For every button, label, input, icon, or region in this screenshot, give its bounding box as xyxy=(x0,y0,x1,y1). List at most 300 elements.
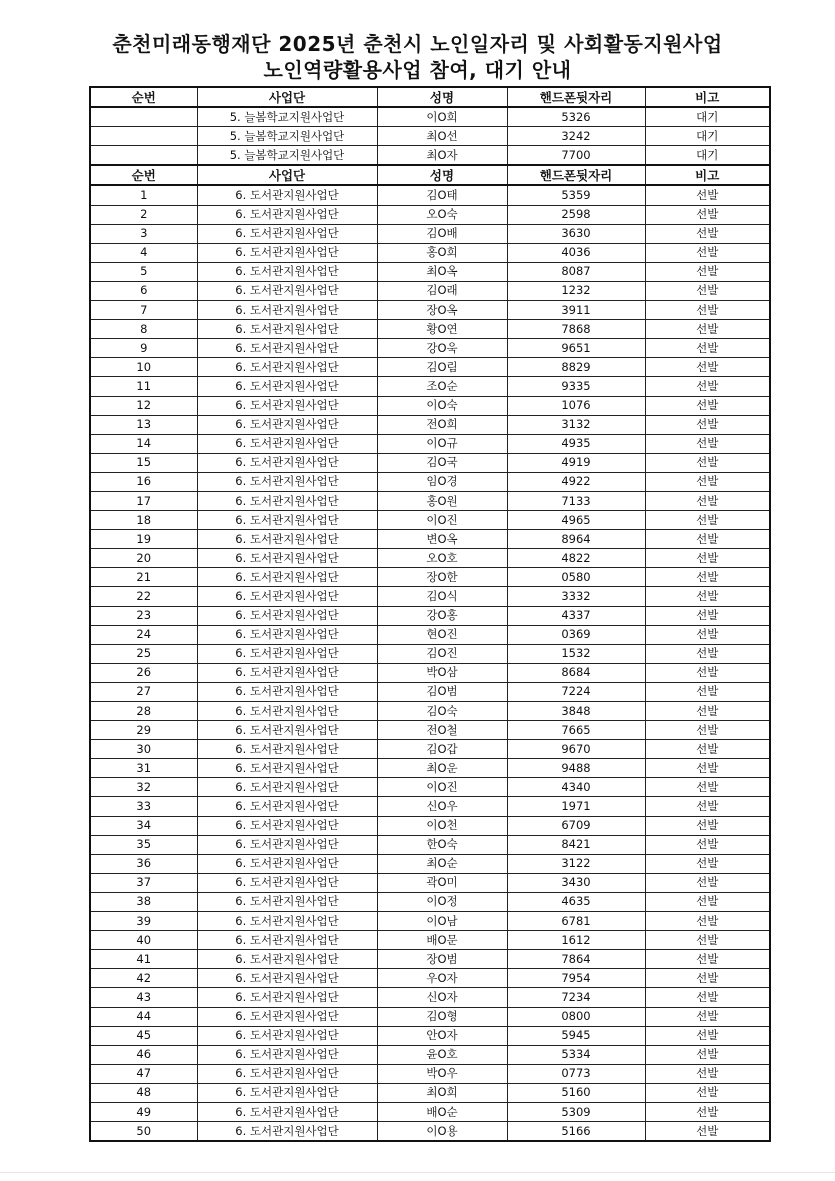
cell-phone-last-digits: 3430 xyxy=(507,873,645,892)
table-row xyxy=(90,453,770,472)
cell-remarks: 선발 xyxy=(645,854,770,873)
table-row xyxy=(90,301,770,320)
cell-program: 6. 도서관지원사업단 xyxy=(197,339,377,358)
cell-program: 6. 도서관지원사업단 xyxy=(197,854,377,873)
table-row xyxy=(90,587,770,606)
cell-name: 전O철 xyxy=(377,721,507,740)
table-row xyxy=(90,892,770,911)
cell-number: 37 xyxy=(90,873,197,892)
cell-name: 신O자 xyxy=(377,988,507,1007)
cell-program: 6. 도서관지원사업단 xyxy=(197,912,377,931)
cell-number: 41 xyxy=(90,950,197,969)
cell-number: 32 xyxy=(90,778,197,797)
cell-program: 6. 도서관지원사업단 xyxy=(197,243,377,262)
cell-phone-last-digits: 3132 xyxy=(507,415,645,434)
cell-name: 김O래 xyxy=(377,281,507,300)
table-row xyxy=(90,1122,770,1142)
cell-number: 34 xyxy=(90,816,197,835)
cell-phone-last-digits: 2598 xyxy=(507,205,645,224)
table-row xyxy=(90,1102,770,1121)
cell-phone-last-digits: 6781 xyxy=(507,912,645,931)
cell-remarks: 선발 xyxy=(645,1007,770,1026)
cell-name: 임O경 xyxy=(377,472,507,491)
cell-phone-last-digits: 7700 xyxy=(507,146,645,166)
cell-number: 2 xyxy=(90,205,197,224)
cell-name: 김O진 xyxy=(377,644,507,663)
table-row xyxy=(90,606,770,625)
cell-number: 15 xyxy=(90,453,197,472)
cell-phone-last-digits: 9670 xyxy=(507,740,645,759)
table-row xyxy=(90,472,770,491)
cell-name: 배O순 xyxy=(377,1102,507,1121)
header-phone-last-digits: 핸드폰뒷자리 xyxy=(507,165,645,185)
cell-name: 이O숙 xyxy=(377,396,507,415)
table-row xyxy=(90,835,770,854)
cell-number: 7 xyxy=(90,301,197,320)
cell-name: 김O갑 xyxy=(377,740,507,759)
cell-remarks: 선발 xyxy=(645,1064,770,1083)
cell-name: 황O연 xyxy=(377,320,507,339)
cell-remarks: 선발 xyxy=(645,1026,770,1045)
cell-name: 장O범 xyxy=(377,950,507,969)
cell-name: 장O옥 xyxy=(377,301,507,320)
cell-remarks: 선발 xyxy=(645,320,770,339)
cell-program: 6. 도서관지원사업단 xyxy=(197,988,377,1007)
table-row xyxy=(90,262,770,281)
cell-remarks: 선발 xyxy=(645,453,770,472)
cell-remarks: 선발 xyxy=(645,988,770,1007)
cell-remarks: 선발 xyxy=(645,892,770,911)
cell-name: 강O홍 xyxy=(377,606,507,625)
cell-number: 17 xyxy=(90,491,197,510)
table-row xyxy=(90,854,770,873)
cell-number: 27 xyxy=(90,682,197,701)
cell-phone-last-digits: 5166 xyxy=(507,1122,645,1142)
cell-name: 최O옥 xyxy=(377,262,507,281)
cell-remarks: 선발 xyxy=(645,1122,770,1142)
cell-program: 6. 도서관지원사업단 xyxy=(197,549,377,568)
table-row xyxy=(90,146,770,166)
cell-phone-last-digits: 9335 xyxy=(507,377,645,396)
cell-program: 6. 도서관지원사업단 xyxy=(197,262,377,281)
cell-phone-last-digits: 9651 xyxy=(507,339,645,358)
cell-name: 김O태 xyxy=(377,185,507,205)
cell-number: 46 xyxy=(90,1045,197,1064)
cell-remarks: 선발 xyxy=(645,778,770,797)
cell-name: 이O용 xyxy=(377,1122,507,1142)
cell-remarks: 선발 xyxy=(645,663,770,682)
cell-program: 6. 도서관지원사업단 xyxy=(197,606,377,625)
table-row xyxy=(90,759,770,778)
cell-program: 6. 도서관지원사업단 xyxy=(197,587,377,606)
cell-phone-last-digits: 1532 xyxy=(507,644,645,663)
cell-program: 6. 도서관지원사업단 xyxy=(197,185,377,205)
cell-program: 6. 도서관지원사업단 xyxy=(197,1102,377,1121)
table-row xyxy=(90,127,770,146)
table-row xyxy=(90,625,770,644)
cell-remarks: 선발 xyxy=(645,625,770,644)
table-row xyxy=(90,797,770,816)
cell-remarks: 선발 xyxy=(645,816,770,835)
selected-section xyxy=(90,185,770,1141)
cell-number: 30 xyxy=(90,740,197,759)
cell-number: 44 xyxy=(90,1007,197,1026)
table-row xyxy=(90,644,770,663)
cell-phone-last-digits: 5334 xyxy=(507,1045,645,1064)
cell-number: 8 xyxy=(90,320,197,339)
cell-remarks: 선발 xyxy=(645,396,770,415)
cell-remarks: 선발 xyxy=(645,1045,770,1064)
cell-phone-last-digits: 7665 xyxy=(507,721,645,740)
table-row xyxy=(90,243,770,262)
table-row xyxy=(90,702,770,721)
table-row xyxy=(90,1064,770,1083)
cell-name: 김O형 xyxy=(377,1007,507,1026)
cell-phone-last-digits: 0800 xyxy=(507,1007,645,1026)
cell-number: 21 xyxy=(90,568,197,587)
table-row xyxy=(90,511,770,530)
header-name: 성명 xyxy=(377,165,507,185)
cell-phone-last-digits: 4922 xyxy=(507,472,645,491)
cell-phone-last-digits: 4340 xyxy=(507,778,645,797)
cell-program: 6. 도서관지원사업단 xyxy=(197,797,377,816)
cell-number: 24 xyxy=(90,625,197,644)
cell-program: 6. 도서관지원사업단 xyxy=(197,1122,377,1142)
cell-remarks: 선발 xyxy=(645,682,770,701)
cell-name: 전O희 xyxy=(377,415,507,434)
table-row xyxy=(90,778,770,797)
cell-phone-last-digits: 0773 xyxy=(507,1064,645,1083)
cell-remarks: 선발 xyxy=(645,759,770,778)
table-row xyxy=(90,205,770,224)
table-row xyxy=(90,1026,770,1045)
cell-remarks: 선발 xyxy=(645,606,770,625)
cell-number: 35 xyxy=(90,835,197,854)
cell-name: 이O진 xyxy=(377,778,507,797)
table-row xyxy=(90,358,770,377)
cell-remarks: 선발 xyxy=(645,205,770,224)
cell-number: 3 xyxy=(90,224,197,243)
page-bottom-edge xyxy=(0,1172,835,1173)
table-row xyxy=(90,281,770,300)
table-row xyxy=(90,530,770,549)
cell-phone-last-digits: 1612 xyxy=(507,931,645,950)
cell-program: 5. 늘봄학교지원사업단 xyxy=(197,146,377,166)
cell-program: 6. 도서관지원사업단 xyxy=(197,530,377,549)
cell-phone-last-digits: 3630 xyxy=(507,224,645,243)
cell-remarks: 선발 xyxy=(645,243,770,262)
header-number: 순번 xyxy=(90,165,197,185)
header-program: 사업단 xyxy=(197,87,377,107)
cell-name: 이O희 xyxy=(377,107,507,127)
cell-phone-last-digits: 3911 xyxy=(507,301,645,320)
cell-phone-last-digits: 3332 xyxy=(507,587,645,606)
cell-remarks: 선발 xyxy=(645,358,770,377)
cell-number: 13 xyxy=(90,415,197,434)
cell-phone-last-digits: 4036 xyxy=(507,243,645,262)
cell-number: 16 xyxy=(90,472,197,491)
cell-program: 6. 도서관지원사업단 xyxy=(197,320,377,339)
table-row xyxy=(90,339,770,358)
cell-phone-last-digits: 8421 xyxy=(507,835,645,854)
cell-program: 6. 도서관지원사업단 xyxy=(197,281,377,300)
cell-number: 36 xyxy=(90,854,197,873)
cell-name: 박O삼 xyxy=(377,663,507,682)
header-phone-last-digits: 핸드폰뒷자리 xyxy=(507,87,645,107)
cell-program: 6. 도서관지원사업단 xyxy=(197,205,377,224)
cell-remarks: 선발 xyxy=(645,185,770,205)
cell-program: 6. 도서관지원사업단 xyxy=(197,969,377,988)
cell-name: 박O우 xyxy=(377,1064,507,1083)
cell-program: 5. 늘봄학교지원사업단 xyxy=(197,107,377,127)
cell-program: 6. 도서관지원사업단 xyxy=(197,301,377,320)
cell-phone-last-digits: 1076 xyxy=(507,396,645,415)
cell-name: 최O운 xyxy=(377,759,507,778)
cell-name: 이O남 xyxy=(377,912,507,931)
cell-program: 6. 도서관지원사업단 xyxy=(197,816,377,835)
header-remarks: 비고 xyxy=(645,165,770,185)
cell-remarks: 선발 xyxy=(645,969,770,988)
cell-phone-last-digits: 7954 xyxy=(507,969,645,988)
cell-program: 6. 도서관지원사업단 xyxy=(197,568,377,587)
cell-phone-last-digits: 4822 xyxy=(507,549,645,568)
cell-number: 45 xyxy=(90,1026,197,1045)
header-remarks: 비고 xyxy=(645,87,770,107)
cell-number: 5 xyxy=(90,262,197,281)
cell-name: 김O식 xyxy=(377,587,507,606)
cell-remarks: 선발 xyxy=(645,702,770,721)
table-row xyxy=(90,663,770,682)
cell-program: 6. 도서관지원사업단 xyxy=(197,892,377,911)
header-number: 순번 xyxy=(90,87,197,107)
cell-name: 최O순 xyxy=(377,854,507,873)
cell-name: 최O자 xyxy=(377,146,507,166)
cell-phone-last-digits: 1232 xyxy=(507,281,645,300)
cell-program: 6. 도서관지원사업단 xyxy=(197,434,377,453)
table-header-row xyxy=(90,87,770,107)
cell-program: 6. 도서관지원사업단 xyxy=(197,950,377,969)
cell-program: 6. 도서관지원사업단 xyxy=(197,644,377,663)
table-row xyxy=(90,721,770,740)
cell-number: 43 xyxy=(90,988,197,1007)
cell-phone-last-digits: 7864 xyxy=(507,950,645,969)
cell-name: 오O호 xyxy=(377,549,507,568)
cell-program: 6. 도서관지원사업단 xyxy=(197,491,377,510)
cell-phone-last-digits: 0580 xyxy=(507,568,645,587)
table-row xyxy=(90,415,770,434)
cell-number: 22 xyxy=(90,587,197,606)
cell-remarks: 선발 xyxy=(645,281,770,300)
cell-phone-last-digits: 4935 xyxy=(507,434,645,453)
table-row xyxy=(90,491,770,510)
cell-number: 39 xyxy=(90,912,197,931)
cell-remarks: 선발 xyxy=(645,1083,770,1102)
cell-program: 6. 도서관지원사업단 xyxy=(197,759,377,778)
roster-table xyxy=(89,86,771,1142)
cell-remarks: 대기 xyxy=(645,107,770,127)
table-row xyxy=(90,224,770,243)
document-subtitle: 노인역량활용사업 참여, 대기 안내 xyxy=(263,58,572,82)
cell-program: 6. 도서관지원사업단 xyxy=(197,778,377,797)
cell-phone-last-digits: 4337 xyxy=(507,606,645,625)
cell-name: 한O숙 xyxy=(377,835,507,854)
cell-remarks: 선발 xyxy=(645,339,770,358)
cell-remarks: 선발 xyxy=(645,472,770,491)
cell-phone-last-digits: 8684 xyxy=(507,663,645,682)
cell-number: 9 xyxy=(90,339,197,358)
selected-header-section xyxy=(90,165,770,185)
cell-remarks: 선발 xyxy=(645,950,770,969)
cell-name: 장O한 xyxy=(377,568,507,587)
cell-name: 곽O미 xyxy=(377,873,507,892)
cell-number: 50 xyxy=(90,1122,197,1142)
cell-number: 10 xyxy=(90,358,197,377)
table-row xyxy=(90,1083,770,1102)
cell-name: 우O자 xyxy=(377,969,507,988)
cell-name: 배O문 xyxy=(377,931,507,950)
cell-phone-last-digits: 4919 xyxy=(507,453,645,472)
table-row xyxy=(90,873,770,892)
cell-number: 38 xyxy=(90,892,197,911)
cell-number: 29 xyxy=(90,721,197,740)
cell-remarks: 선발 xyxy=(645,721,770,740)
cell-phone-last-digits: 3242 xyxy=(507,127,645,146)
cell-name: 오O숙 xyxy=(377,205,507,224)
table-row xyxy=(90,396,770,415)
cell-phone-last-digits: 7133 xyxy=(507,491,645,510)
cell-phone-last-digits: 9488 xyxy=(507,759,645,778)
cell-program: 6. 도서관지원사업단 xyxy=(197,358,377,377)
cell-program: 6. 도서관지원사업단 xyxy=(197,625,377,644)
cell-name: 안O자 xyxy=(377,1026,507,1045)
cell-remarks: 선발 xyxy=(645,301,770,320)
cell-phone-last-digits: 8087 xyxy=(507,262,645,281)
header-name: 성명 xyxy=(377,87,507,107)
cell-name: 김O범 xyxy=(377,682,507,701)
cell-phone-last-digits: 5359 xyxy=(507,185,645,205)
table-row xyxy=(90,969,770,988)
cell-number: 31 xyxy=(90,759,197,778)
cell-program: 6. 도서관지원사업단 xyxy=(197,396,377,415)
cell-phone-last-digits: 8829 xyxy=(507,358,645,377)
cell-name: 이O규 xyxy=(377,434,507,453)
cell-phone-last-digits: 5160 xyxy=(507,1083,645,1102)
table-row xyxy=(90,549,770,568)
cell-program: 6. 도서관지원사업단 xyxy=(197,224,377,243)
table-row xyxy=(90,1045,770,1064)
cell-name: 홍O원 xyxy=(377,491,507,510)
cell-name: 강O욱 xyxy=(377,339,507,358)
cell-remarks: 선발 xyxy=(645,377,770,396)
cell-remarks: 선발 xyxy=(645,740,770,759)
cell-number: 47 xyxy=(90,1064,197,1083)
cell-remarks: 선발 xyxy=(645,644,770,663)
cell-program: 6. 도서관지원사업단 xyxy=(197,1064,377,1083)
cell-name: 신O우 xyxy=(377,797,507,816)
cell-remarks: 선발 xyxy=(645,912,770,931)
cell-name: 김O배 xyxy=(377,224,507,243)
cell-remarks: 대기 xyxy=(645,146,770,166)
table-row xyxy=(90,107,770,127)
cell-number: 1 xyxy=(90,185,197,205)
cell-number: 25 xyxy=(90,644,197,663)
table-row xyxy=(90,1007,770,1026)
cell-program: 6. 도서관지원사업단 xyxy=(197,873,377,892)
cell-number: 4 xyxy=(90,243,197,262)
cell-number: 49 xyxy=(90,1102,197,1121)
cell-phone-last-digits: 8964 xyxy=(507,530,645,549)
cell-phone-last-digits: 7234 xyxy=(507,988,645,1007)
cell-program: 6. 도서관지원사업단 xyxy=(197,835,377,854)
cell-program: 6. 도서관지원사업단 xyxy=(197,472,377,491)
cell-number: 48 xyxy=(90,1083,197,1102)
cell-remarks: 선발 xyxy=(645,568,770,587)
cell-phone-last-digits: 5309 xyxy=(507,1102,645,1121)
cell-phone-last-digits: 5326 xyxy=(507,107,645,127)
cell-remarks: 선발 xyxy=(645,797,770,816)
cell-phone-last-digits: 4965 xyxy=(507,511,645,530)
cell-phone-last-digits: 3122 xyxy=(507,854,645,873)
table-row xyxy=(90,740,770,759)
cell-program: 5. 늘봄학교지원사업단 xyxy=(197,127,377,146)
cell-program: 6. 도서관지원사업단 xyxy=(197,663,377,682)
cell-remarks: 선발 xyxy=(645,1102,770,1121)
cell-name: 김O국 xyxy=(377,453,507,472)
cell-program: 6. 도서관지원사업단 xyxy=(197,1026,377,1045)
cell-remarks: 대기 xyxy=(645,127,770,146)
table-row xyxy=(90,950,770,969)
waitlist-section xyxy=(90,107,770,165)
cell-number: 20 xyxy=(90,549,197,568)
cell-number: 28 xyxy=(90,702,197,721)
cell-phone-last-digits: 7224 xyxy=(507,682,645,701)
cell-number: 33 xyxy=(90,797,197,816)
cell-program: 6. 도서관지원사업단 xyxy=(197,511,377,530)
cell-name: 최O선 xyxy=(377,127,507,146)
cell-phone-last-digits: 3848 xyxy=(507,702,645,721)
cell-program: 6. 도서관지원사업단 xyxy=(197,740,377,759)
cell-program: 6. 도서관지원사업단 xyxy=(197,1083,377,1102)
cell-name: 이O정 xyxy=(377,892,507,911)
cell-remarks: 선발 xyxy=(645,530,770,549)
cell-phone-last-digits: 5945 xyxy=(507,1026,645,1045)
cell-program: 6. 도서관지원사업단 xyxy=(197,377,377,396)
table-row xyxy=(90,988,770,1007)
cell-remarks: 선발 xyxy=(645,835,770,854)
cell-phone-last-digits: 7868 xyxy=(507,320,645,339)
table-row xyxy=(90,320,770,339)
cell-name: 최O희 xyxy=(377,1083,507,1102)
cell-remarks: 선발 xyxy=(645,873,770,892)
cell-program: 6. 도서관지원사업단 xyxy=(197,1045,377,1064)
cell-name: 이O천 xyxy=(377,816,507,835)
cell-program: 6. 도서관지원사업단 xyxy=(197,721,377,740)
cell-program: 6. 도서관지원사업단 xyxy=(197,1007,377,1026)
cell-remarks: 선발 xyxy=(645,587,770,606)
cell-number: 18 xyxy=(90,511,197,530)
table-row xyxy=(90,185,770,205)
cell-name: 변O옥 xyxy=(377,530,507,549)
cell-remarks: 선발 xyxy=(645,224,770,243)
cell-number: 11 xyxy=(90,377,197,396)
table-row xyxy=(90,568,770,587)
table-row xyxy=(90,931,770,950)
cell-remarks: 선발 xyxy=(645,931,770,950)
cell-number: 14 xyxy=(90,434,197,453)
cell-name: 조O순 xyxy=(377,377,507,396)
cell-program: 6. 도서관지원사업단 xyxy=(197,702,377,721)
cell-name: 김O숙 xyxy=(377,702,507,721)
